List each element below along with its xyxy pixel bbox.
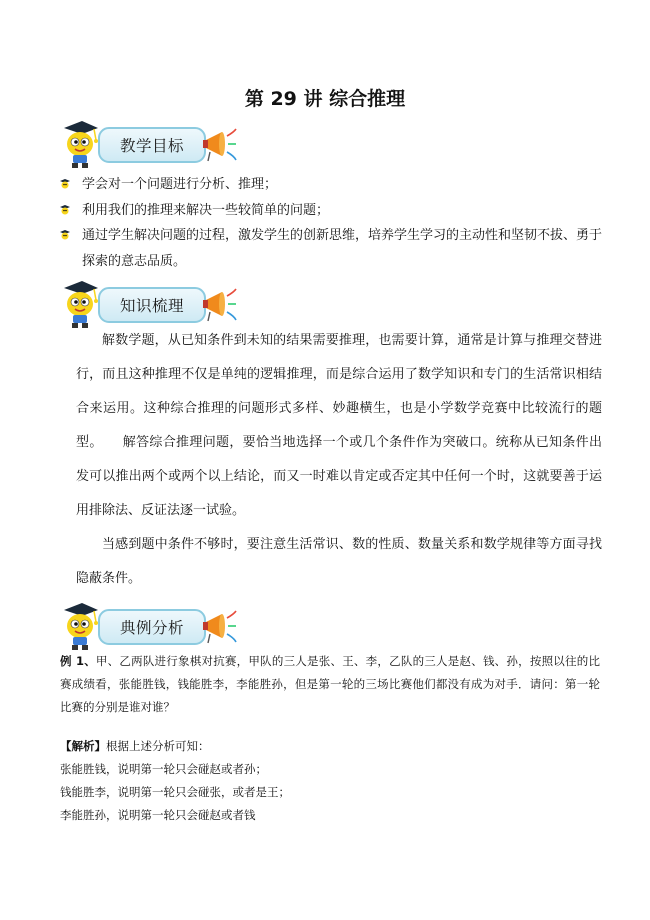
- analysis-label: 【解析】: [60, 739, 106, 753]
- graduate-mascot-icon: [60, 118, 100, 170]
- megaphone-icon: [202, 128, 238, 162]
- knowledge-paragraph: 当感到题中条件不够时，要注意生活常识、数的性质、数量关系和数学规律等方面寻找隐蔽条件。: [76, 537, 602, 586]
- analysis-detail: 钱能胜李，说明第一轮只会碰张，或者是王；: [60, 785, 290, 799]
- page-title: 第 29 讲 综合推理: [244, 88, 406, 110]
- section-title-knowledge: 知识梳理: [98, 287, 206, 323]
- example-label: 例 1、: [60, 654, 96, 668]
- analysis-text: 根据上述分析可知：: [106, 739, 210, 753]
- example-text: 甲、乙两队进行象棋对抗赛，甲队的三人是张、王、李，乙队的三人是赵、钱、孙，按照以往的比赛成绩看，张能胜钱，钱能胜李，李能胜孙，但是第一轮的三场比赛他们都没有成为对手．请问：第一轮比赛的分别是谁对谁？: [60, 654, 600, 714]
- goal-text: 利用我们的推理来解决一些较简单的问题；: [82, 203, 330, 218]
- knowledge-paragraph: 解数学题，从已知条件到未知的结果需要推理，也需要计算，通常是计算与推理交替进行，而且这种推理不仅是单纯的逻辑推理，而是综合运用了数学知识和专门的生活常识相结合来运用。这种综合推理的问题形式多样、妙趣横生，也是小学数学竞赛中比较流行的题型。 解答综合推理问题，要恰当地选择一个或几个条件作为突破口。统称从已知条件出发可以推出两个或两个以上结论，而又一时难以肯定或否定其中任何一个时，这就要善于运用排除法、反证法逐一试验。: [76, 333, 602, 518]
- graduate-mascot-icon: [60, 278, 100, 330]
- goal-text: 通过学生解决问题的过程，激发学生的创新思维，培养学生学习的主动性和坚韧不拔、勇于探索的意志品质。: [82, 228, 603, 269]
- section-header-knowledge: [60, 278, 260, 330]
- analysis-detail: 张能胜钱，说明第一轮只会碰赵或者孙；: [60, 762, 267, 776]
- goal-text: 学会对一个问题进行分析、推理；: [82, 177, 278, 192]
- example-1: [60, 650, 600, 719]
- bullet-mascot-icon: [60, 229, 70, 241]
- analysis-detail: 李能胜孙，说明第一轮只会碰赵或者钱: [60, 808, 256, 822]
- analysis-line: [60, 735, 600, 758]
- section-title-goals: 教学目标: [98, 127, 206, 163]
- bullet-mascot-icon: [60, 204, 70, 216]
- graduate-mascot-icon: [60, 600, 100, 652]
- section-title-examples: 典例分析: [98, 609, 206, 645]
- megaphone-icon: [202, 610, 238, 644]
- section-header-goals: [60, 118, 260, 170]
- megaphone-icon: [202, 288, 238, 322]
- section-header-examples: [60, 600, 260, 652]
- bullet-mascot-icon: [60, 178, 70, 190]
